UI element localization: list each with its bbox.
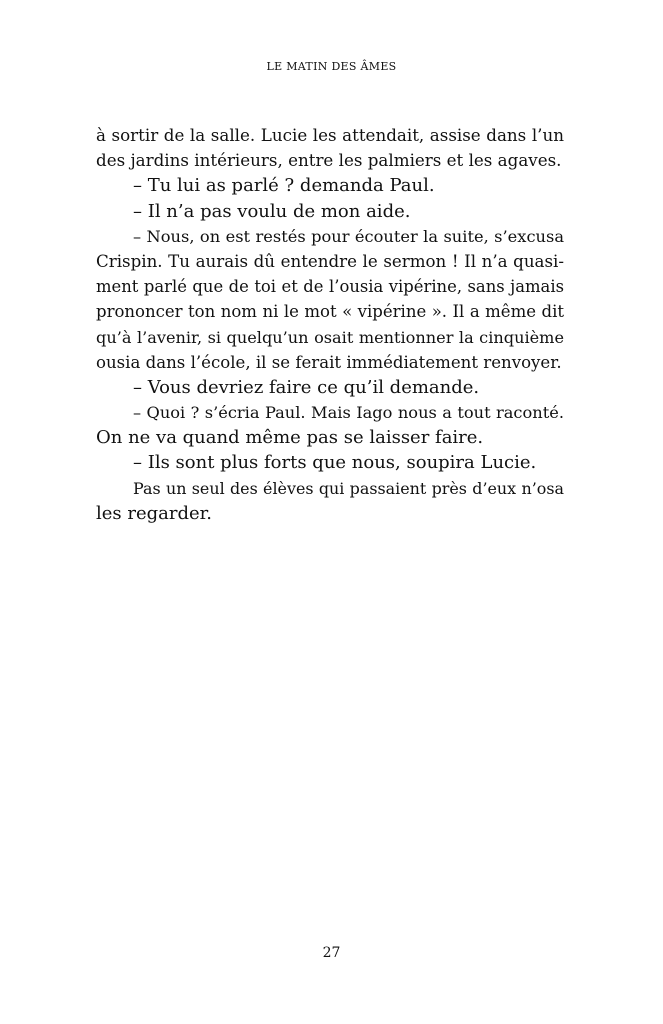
page-number: 27 <box>322 945 341 961</box>
text-line: – Ils sont plus forts que nous, soupira Lucie. <box>133 452 537 474</box>
text-line: qu’à l’avenir, si quelqu’un osait mentionner la cinquième <box>96 327 564 347</box>
text-line: ousia dans l’école, il se ferait immédiatement renvoyer. <box>96 352 562 372</box>
text-line: Crispin. Tu aurais dû entendre le sermon ! Il n’a quasi- <box>96 251 564 271</box>
text-line: – Quoi ? s’écria Paul. Mais Iago nous a tout raconté. <box>133 403 564 423</box>
text-line: – Il n’a pas voulu de mon aide. <box>133 200 411 222</box>
text-line: Pas un seul des élèves qui passaient près d’eux n’osa <box>133 478 564 498</box>
body-text <box>96 123 564 526</box>
running-head: LE MATIN DES ÂMES <box>266 60 397 73</box>
text-line: prononcer ton nom ni le mot « vipérine ». Il a même dit <box>96 302 564 322</box>
text-line: – Vous devriez faire ce qu’il demande. <box>133 376 480 398</box>
text-line: des jardins intérieurs, entre les palmiers et les agaves. <box>96 150 562 171</box>
text-line: ment parlé que de toi et de l’ousia vipérine, sans jamais <box>96 277 564 297</box>
text-line: – Nous, on est restés pour écouter la suite, s’excusa <box>133 226 564 246</box>
text-line: à sortir de la salle. Lucie les attendait, assise dans l’un <box>96 125 564 145</box>
text-line: On ne va quand même pas se laisser faire. <box>96 427 484 449</box>
text-line: – Tu lui as parlé ? demanda Paul. <box>133 175 435 197</box>
text-line: les regarder. <box>96 502 213 524</box>
